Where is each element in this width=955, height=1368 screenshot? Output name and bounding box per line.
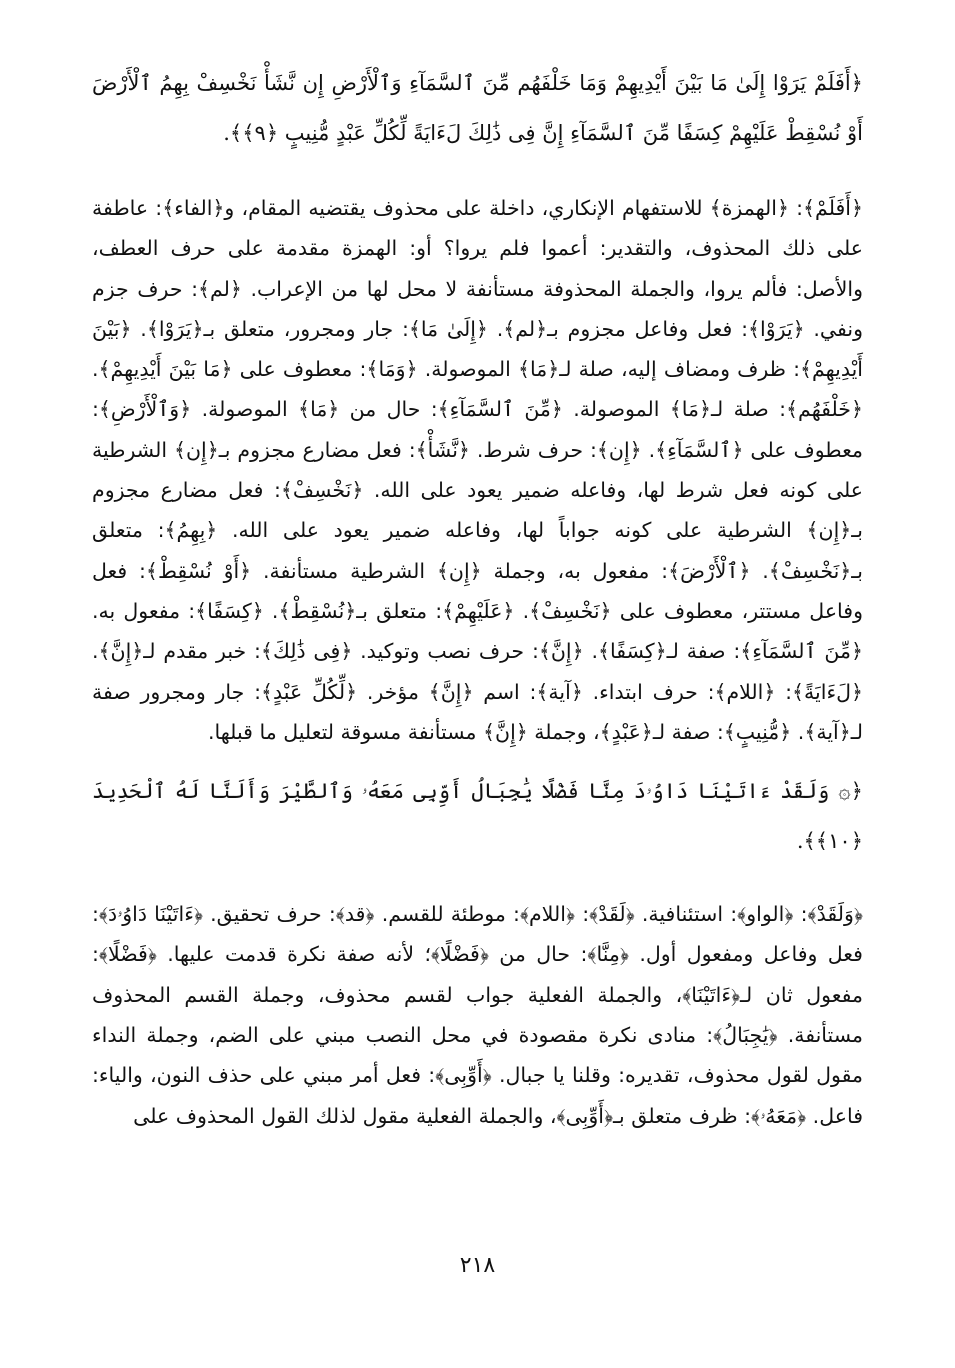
commentary-paragraph-2: ﴿وَلَقَدْ﴾: ﴿الواو﴾: استئنافية. ﴿لَقَدْ﴾: ﴿اللام﴾: موطئة للقسم. ﴿قد﴾: حرف تحقيق. ﴿ءَاتَيْنَا دَاوُۥدَ﴾: فعل وفاعل ومفعول أول. ﴿مِنَّا﴾: حال من ﴿فَضْلًا﴾؛ لأنه صفة نكرة قدمت عليها. ﴿فَضْلًا﴾: مفعول ثان لـ﴿ءَاتَيْنَا﴾، والجملة الفعلية جواب لقسم محذوف، وجملة القسم المحذوف مستأنفة. ﴿يَٰجِبَالُ﴾: منادى نكرة مقصودة في محل النصب مبني على الضم، وجملة النداء مقول لقول محذوف، تقديره: وقلنا يا جبال. ﴿أَوِّبِى﴾: فعل أمر مبني على حذف النون، والياء: فاعل. ﴿مَعَهُۥ﴾: ظرف متعلق بـ﴿أَوِّبِى﴾، والجملة الفعلية مقول لذلك القول المحذوف على (92, 902, 863, 1128)
quran-verse-10: ﴿۞ وَلَقَدْ ءَاتَيْنَا دَاوُۥدَ مِنَّا فَضْلًا يَٰجِبَالُ أَوِّبِى مَعَهُۥ وَٱلطَّيْرَ وَأَلَنَّا لَهُ ٱلْحَدِيدَ ﴿١٠﴾﴾. (92, 779, 863, 854)
commentary-paragraph-1: ﴿أَفَلَمْ﴾: ﴿الهمزة﴾ للاستفهام الإنكاري، داخلة على محذوف يقتضيه المقام، و﴿الفاء﴾: عاطفة على ذلك المحذوف، والتقدير: أعموا فلم يروا؟ أو: الهمزة مقدمة على حرف العطف، والأصل: فألم يروا، والجملة المحذوفة مستأنفة لا محل لها من الإعراب. ﴿لم﴾: حرف جزم ونفي. ﴿يَرَوْا﴾: فعل وفاعل مجزوم بـ﴿لم﴾. ﴿إِلَىٰ مَا﴾: جار ومجرور، متعلق بـ﴿يَرَوْا﴾. ﴿بَيْنَ أَيْدِيهِمْ﴾: ظرف ومضاف إليه، صلة لـ﴿مَا﴾ الموصولة. ﴿وَمَا﴾: معطوف على ﴿مَا بَيْنَ أَيْدِيهِمْ﴾. ﴿خَلْفَهُم﴾: صلة لـ﴿مَا﴾ الموصولة. ﴿مِّنَ ٱلسَّمَآءِ﴾: حال من ﴿مَا﴾ الموصولة. ﴿وَٱلْأَرْضِ﴾: معطوف على ﴿ٱلسَّمَآءِ﴾. ﴿إِن﴾: حرف شرط. ﴿نَّشَأْ﴾: فعل مضارع مجزوم بـ﴿إِن﴾ الشرطية على كونه فعل شرط لها، وفاعله ضمير يعود على الله. ﴿نَخْسِفْ﴾: فعل مضارع مجزوم بـ﴿إِن﴾ الشرطية على كونه جواباً لها، وفاعله ضمير يعود على الله. ﴿بِهِمُ﴾: متعلق بـ﴿نَخْسِفْ﴾. ﴿ٱلْأَرْضَ﴾: مفعول به، وجملة ﴿إِن﴾ الشرطية مستأنفة. ﴿أَوْ نُسْقِطْ﴾: فعل وفاعل مستتر، معطوف على ﴿نَخْسِفْ﴾. ﴿عَلَيْهِمْ﴾: متعلق بـ﴿نُسْقِطْ﴾. ﴿كِسَفًا﴾: مفعول به. ﴿مِّنَ ٱلسَّمَآءِ﴾: صفة لـ﴿كِسَفًا﴾. ﴿إِنَّ﴾: حرف نصب وتوكيد. ﴿فِى ذَٰلِكَ﴾: خبر مقدم لـ﴿إِنَّ﴾. ﴿لَءَايَةً﴾: ﴿اللام﴾: حرف ابتداء. ﴿آية﴾: اسم ﴿إِنَّ﴾ مؤخر. ﴿لِّكُلِّ عَبْدٍ﴾: جار ومجرور صفة لـ﴿آية﴾. ﴿مُّنِيبٍ﴾: صفة لـ﴿عَبْدٍ﴾، وجملة ﴿إِنَّ﴾ مستأنفة مسوقة لتعليل ما قبلها. (92, 196, 863, 744)
quran-verse-9: ﴿أَفَلَمْ يَرَوْا إِلَىٰ مَا بَيْنَ أَيْدِيهِمْ وَمَا خَلْفَهُم مِّنَ ٱلسَّمَآءِ وَٱلْأَرْضِ إِن نَّشَأْ نَخْسِفْ بِهِمُ ٱلْأَرْضَ أَوْ نُسْقِطْ عَلَيْهِمْ كِسَفًا مِّنَ ٱلسَّمَآءِ إِنَّ فِى ذَٰلِكَ لَءَايَةً لِّكُلِّ عَبْدٍ مُّنِيبٍ ﴿٩﴾﴾. (92, 71, 863, 145)
page-number: ٢١٨ (459, 1253, 496, 1278)
